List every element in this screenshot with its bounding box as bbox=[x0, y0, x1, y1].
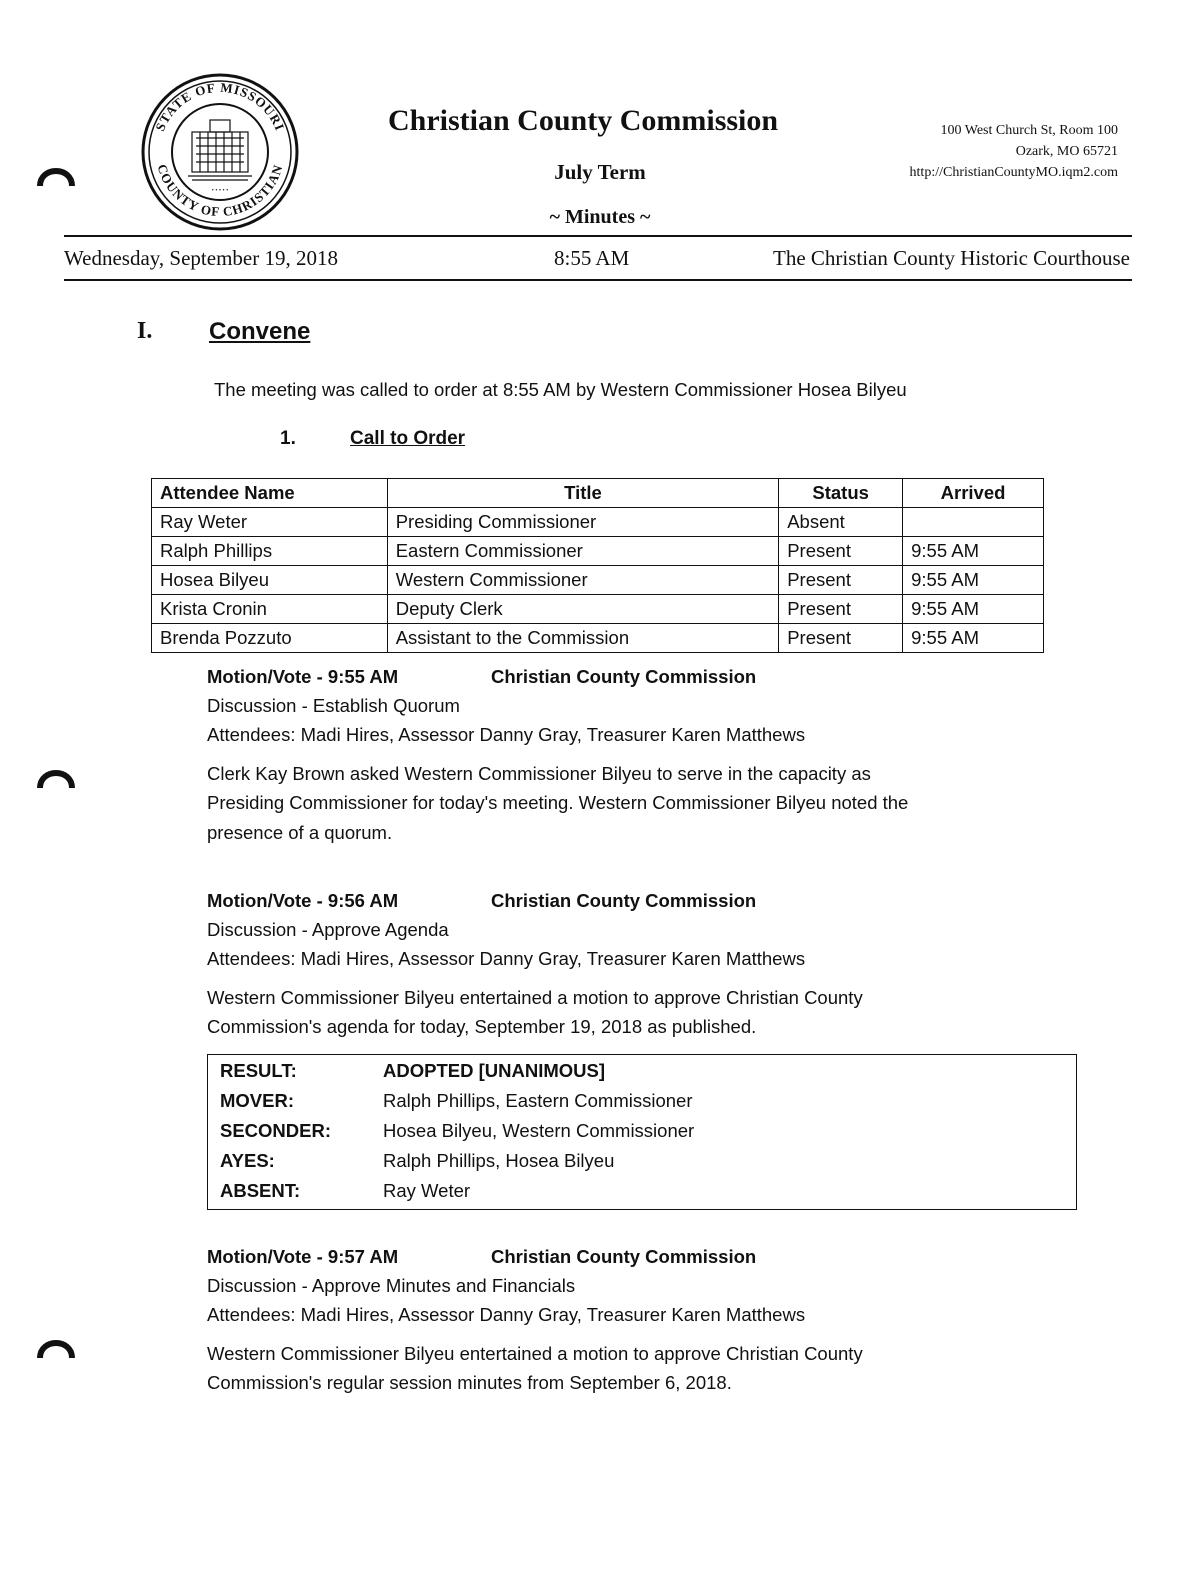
commission-title: Christian County Commission bbox=[388, 104, 779, 137]
motion-label: Motion/Vote - 9:56 AM bbox=[207, 890, 399, 911]
motion-attendees: Attendees: Madi Hires, Assessor Danny Gray, Treasurer Karen Matthews bbox=[207, 1304, 806, 1325]
result-key: ABSENT: bbox=[220, 1180, 301, 1201]
result-key: AYES: bbox=[220, 1150, 275, 1171]
item-number: 1. bbox=[280, 428, 296, 449]
motion-label: Motion/Vote - 9:55 AM bbox=[207, 666, 399, 687]
meeting-date: Wednesday, September 19, 2018 bbox=[64, 246, 338, 270]
motion-attendees: Attendees: Madi Hires, Assessor Danny Gray, Treasurer Karen Matthews bbox=[207, 724, 806, 745]
attendee-status: Present bbox=[779, 537, 903, 566]
section-number: I. bbox=[137, 318, 153, 344]
meeting-time: 8:55 AM bbox=[554, 246, 630, 270]
punch-hole-icon bbox=[36, 1330, 76, 1362]
result-value: Ray Weter bbox=[383, 1180, 471, 1201]
section-title: Convene bbox=[209, 318, 311, 345]
attendee-status: Absent bbox=[779, 508, 903, 537]
attendee-status: Present bbox=[779, 624, 903, 653]
result-value: Hosea Bilyeu, Western Commissioner bbox=[383, 1120, 695, 1141]
term-label: July Term bbox=[554, 160, 646, 184]
attendee-name: Brenda Pozzuto bbox=[152, 624, 388, 653]
table-row bbox=[152, 595, 1044, 624]
county-seal-logo bbox=[140, 72, 300, 232]
attendee-arrived: 9:55 AM bbox=[903, 566, 1044, 595]
vote-result-box bbox=[207, 1054, 1077, 1210]
attendance-table bbox=[151, 478, 1044, 653]
header-rule-top bbox=[64, 235, 1132, 237]
motion-body-line: Clerk Kay Brown asked Western Commissioner Bilyeu to serve in the capacity as bbox=[207, 763, 871, 784]
attendance-header-row bbox=[152, 479, 1044, 508]
meeting-meta bbox=[64, 246, 1130, 276]
result-value: ADOPTED [UNANIMOUS] bbox=[383, 1060, 605, 1081]
table-row bbox=[152, 624, 1044, 653]
svg-text:• • • • •: • • • • • bbox=[211, 188, 229, 194]
result-value: Ralph Phillips, Hosea Bilyeu bbox=[383, 1150, 615, 1171]
col-header-title: Title bbox=[387, 479, 778, 508]
svg-text:COUNTY OF CHRISTIAN: COUNTY OF CHRISTIAN bbox=[154, 162, 286, 220]
motion-body-line: presence of a quorum. bbox=[207, 822, 393, 843]
table-row bbox=[152, 537, 1044, 566]
motion-discussion: Discussion - Approve Minutes and Financials bbox=[207, 1275, 576, 1296]
attendee-arrived: 9:55 AM bbox=[903, 624, 1044, 653]
svg-text:STATE OF MISSOURI: STATE OF MISSOURI bbox=[152, 79, 288, 134]
attendee-status: Present bbox=[779, 595, 903, 624]
motion-body-line: Presiding Commissioner for today's meeting. Western Commissioner Bilyeu noted the bbox=[207, 792, 909, 813]
attendee-title: Western Commissioner bbox=[387, 566, 778, 595]
meeting-location: The Christian County Historic Courthouse bbox=[773, 246, 1130, 270]
col-header-name: Attendee Name bbox=[152, 479, 388, 508]
item-title: Call to Order bbox=[350, 428, 466, 449]
attendee-title: Deputy Clerk bbox=[387, 595, 778, 624]
table-row bbox=[152, 566, 1044, 595]
attendee-title: Eastern Commissioner bbox=[387, 537, 778, 566]
attendee-name: Ralph Phillips bbox=[152, 537, 388, 566]
motion-discussion: Discussion - Establish Quorum bbox=[207, 695, 460, 716]
motion-heading bbox=[207, 1246, 757, 1268]
motion-org: Christian County Commission bbox=[491, 1246, 757, 1267]
motion-heading bbox=[207, 890, 757, 912]
address-city: Ozark, MO 65721 bbox=[1015, 144, 1118, 159]
address-block bbox=[860, 120, 1118, 183]
result-key: SECONDER: bbox=[220, 1120, 332, 1141]
punch-hole-icon bbox=[36, 158, 76, 190]
attendee-arrived: 9:55 AM bbox=[903, 537, 1044, 566]
motion-org: Christian County Commission bbox=[491, 666, 757, 687]
attendee-arrived bbox=[903, 508, 1044, 537]
motion-body-line: Commission's regular session minutes from September 6, 2018. bbox=[207, 1372, 732, 1393]
table-row bbox=[152, 508, 1044, 537]
attendee-title: Assistant to the Commission bbox=[387, 624, 778, 653]
motion-heading bbox=[207, 666, 757, 688]
result-key: RESULT: bbox=[220, 1060, 297, 1081]
motion-attendees: Attendees: Madi Hires, Assessor Danny Gray, Treasurer Karen Matthews bbox=[207, 948, 806, 969]
attendee-arrived: 9:55 AM bbox=[903, 595, 1044, 624]
header-rule-bottom bbox=[64, 279, 1132, 281]
minutes-label: ~ Minutes ~ bbox=[549, 206, 651, 228]
attendee-status: Present bbox=[779, 566, 903, 595]
result-value: Ralph Phillips, Eastern Commissioner bbox=[383, 1090, 693, 1111]
motion-discussion: Discussion - Approve Agenda bbox=[207, 919, 449, 940]
attendee-name: Ray Weter bbox=[152, 508, 388, 537]
col-header-arrived: Arrived bbox=[903, 479, 1044, 508]
attendee-name: Krista Cronin bbox=[152, 595, 388, 624]
motion-org: Christian County Commission bbox=[491, 890, 757, 911]
punch-hole-icon bbox=[36, 760, 76, 792]
website-link[interactable]: http://ChristianCountyMO.iqm2.com bbox=[909, 165, 1118, 180]
convene-statement: The meeting was called to order at 8:55 AM by Western Commissioner Hosea Bilyeu bbox=[214, 379, 907, 400]
motion-body-line: Commission's agenda for today, September 19, 2018 as published. bbox=[207, 1016, 757, 1037]
motion-label: Motion/Vote - 9:57 AM bbox=[207, 1246, 399, 1267]
motion-body-line: Western Commissioner Bilyeu entertained a motion to approve Christian County bbox=[207, 1343, 863, 1364]
attendee-title: Presiding Commissioner bbox=[387, 508, 778, 537]
attendee-name: Hosea Bilyeu bbox=[152, 566, 388, 595]
result-key: MOVER: bbox=[220, 1090, 294, 1111]
col-header-status: Status bbox=[779, 479, 903, 508]
address-street: 100 West Church St, Room 100 bbox=[940, 123, 1118, 138]
motion-body-line: Western Commissioner Bilyeu entertained a motion to approve Christian County bbox=[207, 987, 863, 1008]
